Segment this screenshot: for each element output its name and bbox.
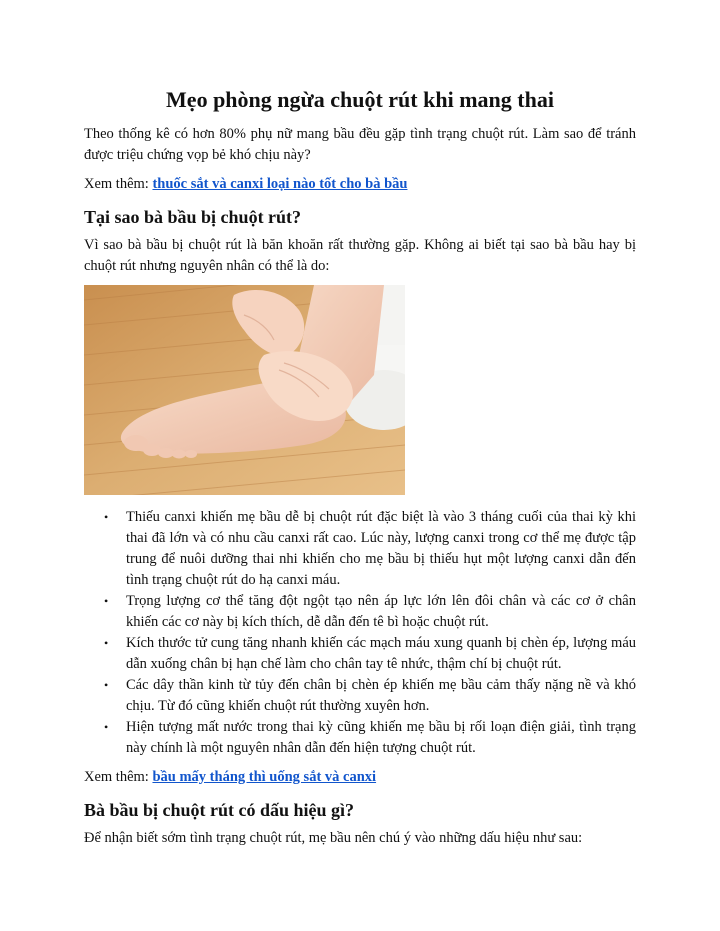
list-item-text: Kích thước tử cung tăng nhanh khiến các mạch máu xung quanh bị chèn ép, lượng máu dẫn xuống chân bị hạn chế làm cho chân tay tê nhức, thậm chí bị chuột rút. [126,635,636,672]
list-item-text: Trọng lượng cơ thể tăng đột ngột tạo nên áp lực lớn lên đôi chân và các cơ ở chân khiến các cơ này bị kích thích, dễ dẫn đến tê bì hoặc chuột rút. [126,593,636,630]
foot-massage-illustration [84,285,405,495]
list-item [104,717,636,759]
bullet-icon: • [104,636,109,650]
bullet-icon: • [104,678,109,692]
bullet-icon: • [104,594,109,608]
list-item-text: Hiện tượng mất nước trong thai kỳ cũng khiến mẹ bầu bị rối loạn điện giải, tình trạng này chính là một nguyên nhân dẫn đến hiện tượng chuột rút. [126,719,636,756]
see-also-1 [84,174,636,195]
see-also-1-prefix: Xem thêm: [84,176,153,192]
section2-heading: Bà bầu bị chuột rút có dấu hiệu gì? [84,800,355,820]
bullet-icon: • [104,720,109,734]
list-item-text: Các dây thần kinh từ tủy đến chân bị chèn ép khiến mẹ bầu cảm thấy nặng nề và khó chịu. Từ đó cũng khiến chuột rút thường xuyên hơn. [126,677,636,714]
see-also-2 [84,767,636,788]
section1-text: Vì sao bà bầu bị chuột rút là băn khoăn rất thường gặp. Không ai biết tại sao bà bầu hay bị chuột rút nhưng nguyên nhân có thể là do: [84,237,636,274]
list-item [104,675,636,717]
section1-heading: Tại sao bà bầu bị chuột rút? [84,207,302,227]
list-item-text: Thiếu canxi khiến mẹ bầu dễ bị chuột rút đặc biệt là vào 3 tháng cuối của thai kỳ khi thai đã lớn và có nhu cầu canxi rất cao. Lúc này, lượng canxi trong cơ thể mẹ được tập trung để nuôi dưỡng thai nhi khiến cho mẹ bầu bị thiếu hụt một lượng canxi dẫn đến tình trạng chuột rút do hạ canxi máu. [126,509,636,588]
intro-paragraph: Theo thống kê có hơn 80% phụ nữ mang bầu đều gặp tình trạng chuột rút. Làm sao để tránh được triệu chứng vọp bẻ khó chịu này? [84,126,636,163]
list-item [104,591,636,633]
see-also-2-prefix: Xem thêm: [84,769,153,785]
document-page [84,80,636,857]
reasons-list [84,507,636,759]
see-also-1-link[interactable]: thuốc sắt và canxi loại nào tốt cho bà bầu [152,176,408,192]
bullet-icon: • [104,510,109,524]
list-item [104,633,636,675]
section2-text: Để nhận biết sớm tình trạng chuột rút, mẹ bầu nên chú ý vào những dấu hiệu như sau: [84,830,583,846]
see-also-2-link[interactable]: bầu mấy tháng thì uống sắt và canxi [152,769,377,785]
foot-massage-photo [84,285,405,495]
page-title: Mẹo phòng ngừa chuột rút khi mang thai [166,87,554,112]
list-item [104,507,636,591]
